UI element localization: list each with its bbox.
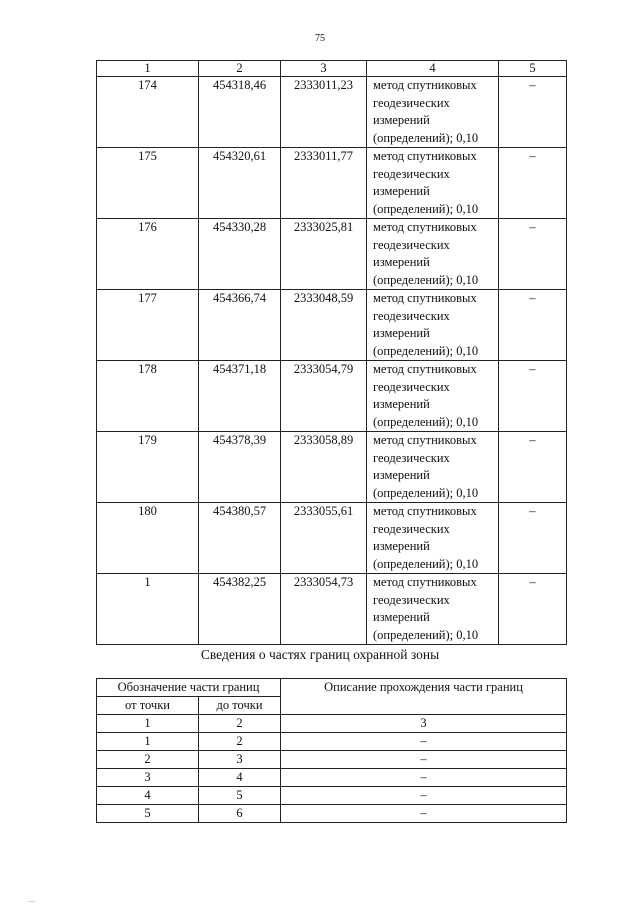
from-point: 2 bbox=[97, 751, 199, 769]
section-title: Сведения о частях границ охранной зоны bbox=[200, 647, 440, 662]
method-line: измерений bbox=[373, 255, 430, 269]
method-description bbox=[367, 361, 499, 432]
parts-number-3: 3 bbox=[281, 715, 567, 733]
method-line: измерений bbox=[373, 539, 430, 553]
from-point: 3 bbox=[97, 769, 199, 787]
coordinate-x: 454382,25 bbox=[199, 574, 281, 645]
to-point: 4 bbox=[199, 769, 281, 787]
method-description bbox=[367, 503, 499, 574]
coordinate-x: 454371,18 bbox=[199, 361, 281, 432]
method-description bbox=[367, 148, 499, 219]
to-point: 3 bbox=[199, 751, 281, 769]
method-line: (определений); 0,10 bbox=[373, 414, 479, 429]
point-number: 175 bbox=[97, 148, 199, 219]
method-line: (определений); 0,10 bbox=[373, 627, 479, 642]
description: – bbox=[281, 751, 567, 769]
table-row bbox=[97, 148, 567, 219]
method-line: измерений bbox=[373, 326, 430, 340]
to-point: 5 bbox=[199, 787, 281, 805]
method-line: измерений bbox=[373, 397, 430, 411]
coordinates-table bbox=[96, 60, 567, 645]
coordinate-x: 454380,57 bbox=[199, 503, 281, 574]
parts-number-row bbox=[97, 715, 567, 733]
method-description bbox=[367, 290, 499, 361]
coordinate-x: 454378,39 bbox=[199, 432, 281, 503]
note-cell: – bbox=[499, 77, 567, 148]
coordinate-y: 2333054,79 bbox=[281, 361, 367, 432]
method-line: геодезических bbox=[373, 592, 450, 607]
column-header-2: 2 bbox=[199, 61, 281, 77]
method-line: измерений bbox=[373, 184, 430, 198]
method-line: (определений); 0,10 bbox=[373, 201, 479, 216]
description: – bbox=[281, 805, 567, 823]
parts-number-1: 1 bbox=[97, 715, 199, 733]
method-line: геодезических bbox=[373, 379, 450, 394]
coordinates-table-body bbox=[97, 61, 567, 645]
corner-mark: — bbox=[28, 897, 35, 905]
column-header-5: 5 bbox=[499, 61, 567, 77]
column-header-1: 1 bbox=[97, 61, 199, 77]
note-cell: – bbox=[499, 219, 567, 290]
from-point: 1 bbox=[97, 733, 199, 751]
description: – bbox=[281, 769, 567, 787]
point-number: 180 bbox=[97, 503, 199, 574]
method-line: метод спутниковых bbox=[373, 362, 477, 376]
note-cell: – bbox=[499, 148, 567, 219]
table-row bbox=[97, 769, 567, 787]
method-line: метод спутниковых bbox=[373, 291, 477, 305]
table-row bbox=[97, 361, 567, 432]
coordinate-y: 2333048,59 bbox=[281, 290, 367, 361]
from-point: 5 bbox=[97, 805, 199, 823]
header-boundary-designation: Обозначение части границ bbox=[97, 679, 281, 697]
method-line: геодезических bbox=[373, 237, 450, 252]
coordinate-y: 2333025,81 bbox=[281, 219, 367, 290]
method-line: измерений bbox=[373, 113, 430, 127]
method-line: (определений); 0,10 bbox=[373, 485, 479, 500]
note-cell: – bbox=[499, 503, 567, 574]
point-number: 1 bbox=[97, 574, 199, 645]
method-line: метод спутниковых bbox=[373, 433, 477, 447]
table-row bbox=[97, 432, 567, 503]
point-number: 178 bbox=[97, 361, 199, 432]
column-header-4: 4 bbox=[367, 61, 499, 77]
coordinate-y: 2333058,89 bbox=[281, 432, 367, 503]
method-line: геодезических bbox=[373, 521, 450, 536]
method-line: метод спутниковых bbox=[373, 149, 477, 163]
to-point: 6 bbox=[199, 805, 281, 823]
parts-header-row bbox=[97, 679, 567, 697]
method-line: метод спутниковых bbox=[373, 504, 477, 518]
method-line: геодезических bbox=[373, 450, 450, 465]
page-number: 75 bbox=[315, 33, 325, 44]
method-line: (определений); 0,10 bbox=[373, 130, 479, 145]
header-to-point: до точки bbox=[199, 697, 281, 715]
table-row bbox=[97, 219, 567, 290]
method-line: метод спутниковых bbox=[373, 575, 477, 589]
coordinate-x: 454330,28 bbox=[199, 219, 281, 290]
method-line: геодезических bbox=[373, 95, 450, 110]
coordinate-x: 454366,74 bbox=[199, 290, 281, 361]
point-number: 177 bbox=[97, 290, 199, 361]
table-row bbox=[97, 77, 567, 148]
coordinate-x: 454320,61 bbox=[199, 148, 281, 219]
method-line: (определений); 0,10 bbox=[373, 343, 479, 358]
coordinate-y: 2333055,61 bbox=[281, 503, 367, 574]
method-line: геодезических bbox=[373, 166, 450, 181]
method-line: геодезических bbox=[373, 308, 450, 323]
parts-number-2: 2 bbox=[199, 715, 281, 733]
coordinate-y: 2333054,73 bbox=[281, 574, 367, 645]
coordinate-y: 2333011,23 bbox=[281, 77, 367, 148]
description: – bbox=[281, 733, 567, 751]
header-from-point: от точки bbox=[97, 697, 199, 715]
header-boundary-description: Описание прохождения части границ bbox=[281, 679, 567, 715]
from-point: 4 bbox=[97, 787, 199, 805]
point-number: 179 bbox=[97, 432, 199, 503]
method-line: метод спутниковых bbox=[373, 220, 477, 234]
method-line: измерений bbox=[373, 468, 430, 482]
method-description bbox=[367, 219, 499, 290]
boundary-parts-table-body bbox=[97, 679, 567, 823]
table-row bbox=[97, 787, 567, 805]
coordinate-x: 454318,46 bbox=[199, 77, 281, 148]
method-line: (определений); 0,10 bbox=[373, 272, 479, 287]
method-line: метод спутниковых bbox=[373, 78, 477, 92]
column-header-3: 3 bbox=[281, 61, 367, 77]
table-row bbox=[97, 503, 567, 574]
coordinate-y: 2333011,77 bbox=[281, 148, 367, 219]
note-cell: – bbox=[499, 432, 567, 503]
note-cell: – bbox=[499, 574, 567, 645]
to-point: 2 bbox=[199, 733, 281, 751]
table-row bbox=[97, 290, 567, 361]
method-description bbox=[367, 432, 499, 503]
coordinates-header-row bbox=[97, 61, 567, 77]
point-number: 174 bbox=[97, 77, 199, 148]
note-cell: – bbox=[499, 290, 567, 361]
boundary-parts-table bbox=[96, 678, 567, 823]
table-row bbox=[97, 751, 567, 769]
point-number: 176 bbox=[97, 219, 199, 290]
method-line: измерений bbox=[373, 610, 430, 624]
method-description bbox=[367, 574, 499, 645]
method-description bbox=[367, 77, 499, 148]
table-row bbox=[97, 574, 567, 645]
table-row bbox=[97, 733, 567, 751]
table-row bbox=[97, 805, 567, 823]
method-line: (определений); 0,10 bbox=[373, 556, 479, 571]
note-cell: – bbox=[499, 361, 567, 432]
description: – bbox=[281, 787, 567, 805]
